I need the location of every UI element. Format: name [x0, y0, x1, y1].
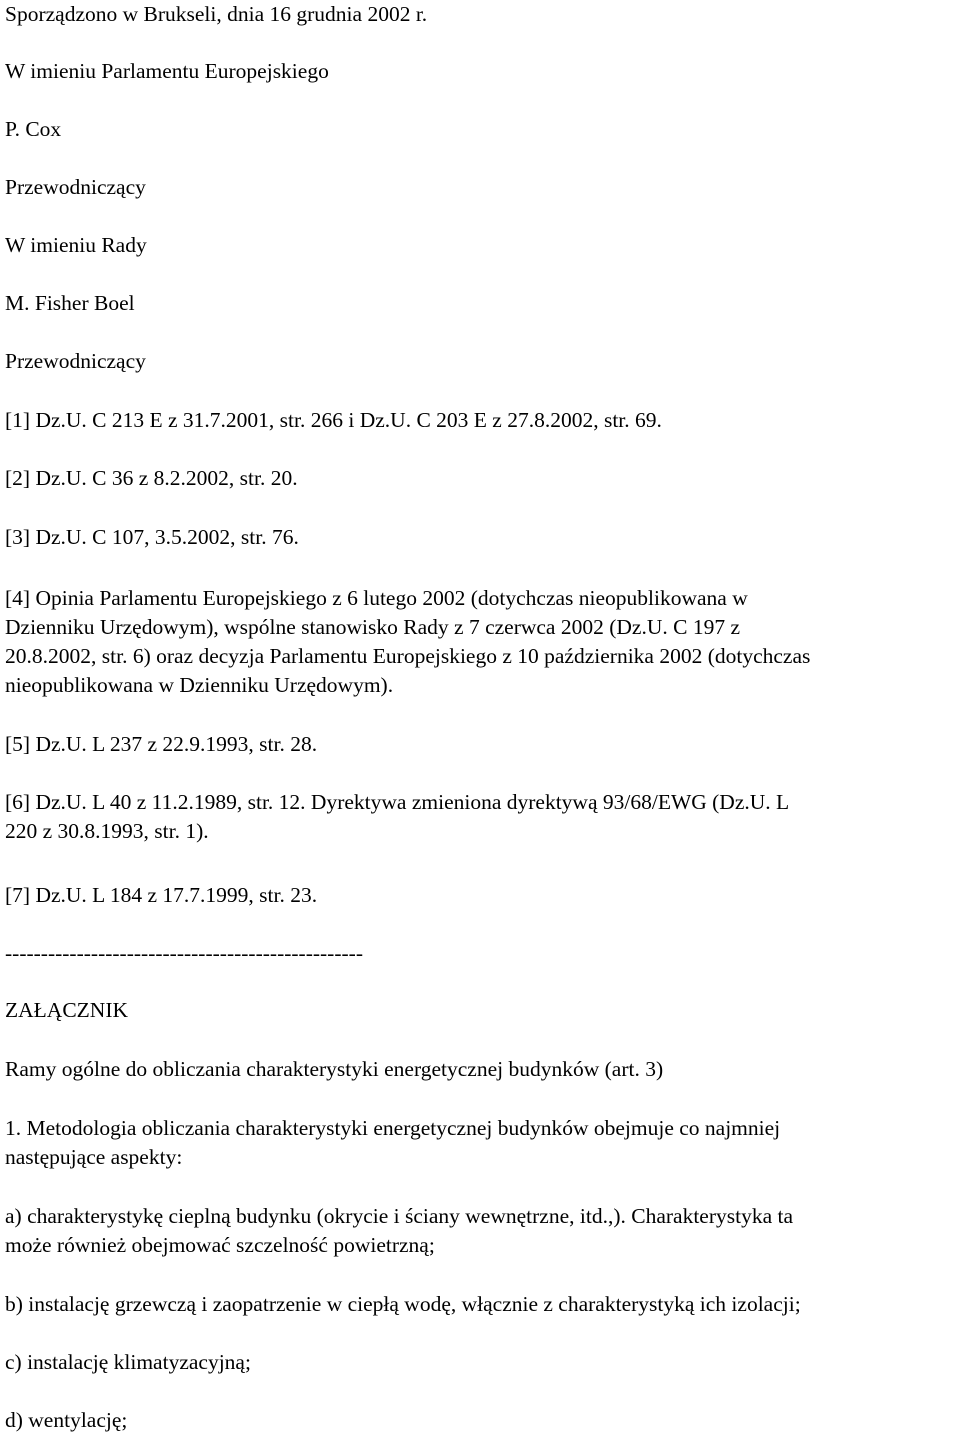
footnote-5: [5] Dz.U. L 237 z 22.9.1993, str. 28. — [5, 732, 318, 756]
parliament-signatory-role: Przewodniczący — [5, 175, 146, 199]
footnote-6-line: [6] Dz.U. L 40 z 11.2.1989, str. 12. Dyrektywa zmieniona dyrektywą 93/68/EWG (Dz.U. L — [5, 790, 790, 814]
council-signatory-label: W imieniu Rady — [5, 233, 147, 257]
footnote-4-line: nieopublikowana w Dzienniku Urzędowym). — [5, 673, 394, 697]
footnote-4-line: 20.8.2002, str. 6) oraz decyzja Parlamentu Europejskiego z 10 października 2002 (dotychczas — [5, 644, 811, 668]
parliament-signatory-name: P. Cox — [5, 117, 62, 141]
annex-heading: ZAŁĄCZNIK — [5, 998, 129, 1022]
annex-point-1-line: 1. Metodologia obliczania charakterystyki energetycznej budynków obejmuje co najmniej — [5, 1116, 781, 1140]
annex-point-1 — [5, 1114, 950, 1172]
parliament-signatory-label: W imieniu Parlamentu Europejskiego — [5, 59, 329, 83]
annex-item-b: b) instalację grzewczą i zaopatrzenie w ciepłą wodę, włącznie z charakterystyką ich izolacji; — [5, 1292, 801, 1316]
footnote-2: [2] Dz.U. C 36 z 8.2.2002, str. 20. — [5, 466, 298, 490]
footnote-4-line: [4] Opinia Parlamentu Europejskiego z 6 lutego 2002 (dotychczas nieopublikowana w — [5, 586, 748, 610]
annex-title: Ramy ogólne do obliczania charakterystyki energetycznej budynków (art. 3) — [5, 1057, 664, 1081]
annex-item-d: d) wentylację; — [5, 1408, 128, 1432]
footnote-3: [3] Dz.U. C 107, 3.5.2002, str. 76. — [5, 525, 299, 549]
annex-item-a-line: a) charakterystykę cieplną budynku (okrycie i ściany wewnętrzne, itd.,). Charakterystyka ta — [5, 1204, 794, 1228]
footnote-7: [7] Dz.U. L 184 z 17.7.1999, str. 23. — [5, 883, 318, 907]
section-separator: -------------------------------------------------- — [5, 941, 363, 965]
council-signatory-role: Przewodniczący — [5, 349, 146, 373]
footnote-4-line: Dzienniku Urzędowym), wspólne stanowisko Rady z 7 czerwca 2002 (Dz.U. C 197 z — [5, 615, 740, 639]
annex-point-1-line: następujące aspekty: — [5, 1145, 183, 1169]
annex-item-a — [5, 1202, 950, 1260]
council-signatory-name: M. Fisher Boel — [5, 291, 135, 315]
annex-item-c: c) instalację klimatyzacyjną; — [5, 1350, 251, 1374]
footnote-6 — [5, 788, 950, 846]
footnote-1: [1] Dz.U. C 213 E z 31.7.2001, str. 266 i Dz.U. C 203 E z 27.8.2002, str. 69. — [5, 408, 662, 432]
footnote-6-line: 220 z 30.8.1993, str. 1). — [5, 819, 209, 843]
footnote-4 — [5, 584, 950, 700]
signing-place-date: Sporządzono w Brukseli, dnia 16 grudnia 2002 r. — [5, 2, 428, 26]
annex-item-a-line: może również obejmować szczelność powietrzną; — [5, 1233, 435, 1257]
